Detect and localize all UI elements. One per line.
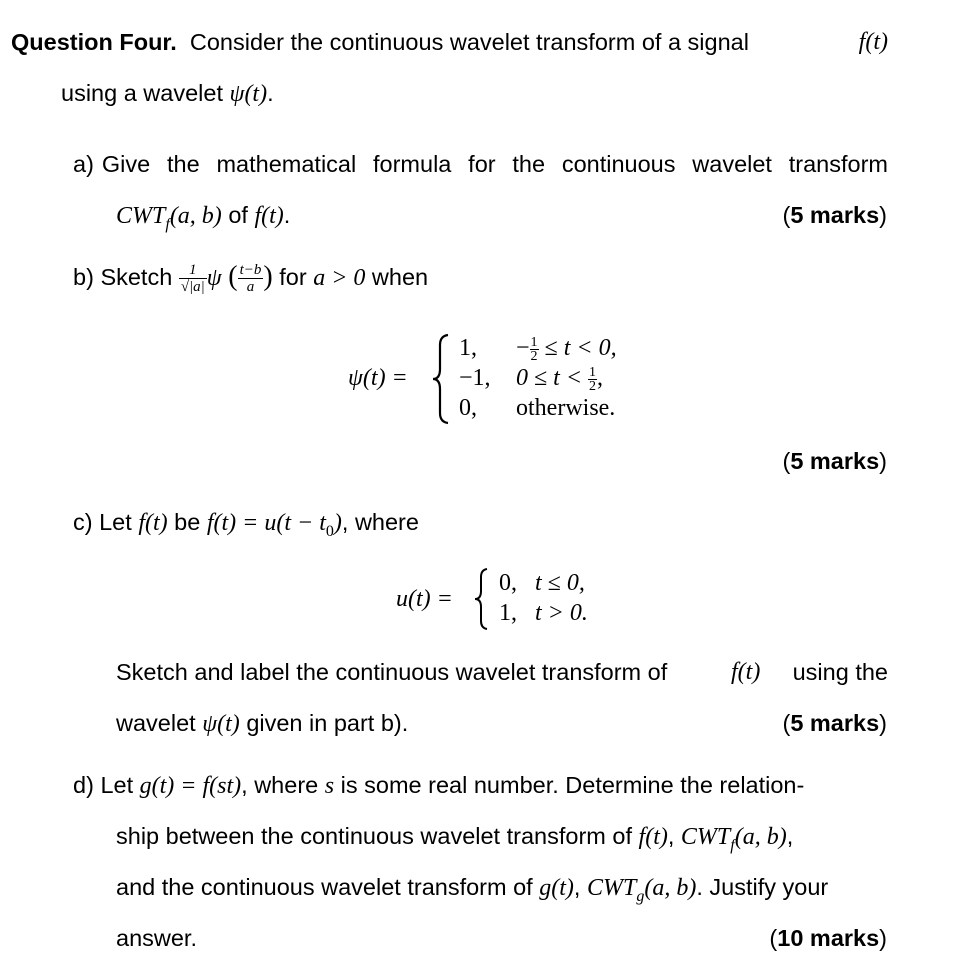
part-d-let: Let (100, 772, 134, 798)
part-c-let: Let (99, 509, 132, 535)
part-c-f-2: f(t) (731, 659, 761, 685)
psi-def-lhs (348, 363, 408, 393)
question-title: Question Four. (11, 29, 177, 55)
psi-case3-cond: otherwise. (516, 395, 616, 421)
part-d-cwt-g: CWT (586, 875, 637, 901)
part-c-given: given in part b). (246, 710, 409, 736)
part-d-relation: is some real number. Determine the relation- (340, 772, 805, 798)
part-a-f: f(t) (254, 203, 284, 229)
u-case2-cond-text: t > 0. (535, 600, 588, 626)
part-c-wavelet: wavelet (116, 710, 196, 736)
part-b-marks (782, 446, 887, 476)
part-c-where: , where (341, 509, 419, 535)
part-c-using: using the (792, 659, 888, 685)
part-a-cwt-args: (a, b) (169, 203, 222, 229)
part-c-def: f(t) = u(t − t (206, 510, 326, 536)
psi-case2-cond (516, 363, 603, 393)
part-b-frac (179, 262, 207, 295)
part-d-line-1 (73, 770, 804, 801)
case2-comma: , (597, 365, 604, 391)
intro-text: Consider the continuous wavelet transform of a signal (189, 29, 749, 55)
u-def-lhs (396, 584, 453, 614)
part-c-def-sub: 0 (325, 523, 334, 540)
psi-lhs: ψ(t) = (348, 365, 408, 391)
part-c-be: be (174, 509, 201, 535)
part-c-marks-value: 5 marks (790, 710, 880, 736)
part-d-line-2 (116, 821, 793, 855)
intro-line-2 (61, 78, 274, 109)
part-d-and: and the continuous wavelet transform of (116, 874, 533, 900)
half-den: 2 (530, 348, 538, 364)
part-a-cwt: CWT (116, 203, 166, 229)
part-d-cwt-f: CWT (680, 824, 731, 850)
part-c-label: c) (73, 509, 93, 535)
part-b-label: b) (73, 264, 94, 290)
part-c-line-3 (116, 657, 888, 687)
psi-case1-cond (516, 333, 617, 363)
part-b-sketch: Sketch (100, 264, 173, 290)
marks-close: ) (879, 925, 887, 951)
part-c-sketch-text: Sketch and label the continuous wavelet transform of (116, 659, 668, 685)
part-a-line-2 (116, 200, 290, 234)
part-a-text: Give the mathematical formula for the continuous wavelet transform (101, 151, 888, 177)
psi-case3-val: 0, (459, 395, 477, 421)
part-a-end: . (283, 202, 291, 228)
part-d-args-g: (a, b) (644, 875, 697, 901)
part-d-label: d) (73, 772, 94, 798)
paren-open: ( (228, 261, 238, 292)
u-lhs: u(t) = (396, 586, 453, 612)
arg-den: a (246, 279, 255, 296)
psi-brace (430, 333, 452, 425)
u-case1-cond-text: t ≤ 0, (535, 570, 585, 596)
part-d-cwt-g-sub: g (636, 888, 645, 905)
part-c-line-4 (116, 708, 408, 739)
part-d-ship: ship between the continuous wavelet transform of (116, 823, 632, 849)
part-d-answer: answer. (116, 925, 197, 951)
part-b-when: when (371, 264, 429, 290)
u-brace (472, 567, 490, 631)
intro-text-2: using a wavelet (61, 80, 223, 106)
intro-end: . (267, 80, 274, 106)
marks-close: ) (879, 710, 887, 736)
psi-case2-val: −1, (459, 365, 491, 391)
intro-psi: ψ(t) (229, 81, 268, 107)
part-b-line-1 (73, 262, 428, 295)
part-b-marks-value: 5 marks (790, 448, 880, 474)
part-d-marks (769, 923, 887, 953)
marks-open: ( (782, 448, 791, 474)
paren-close: ) (263, 261, 273, 292)
half-den-2: 2 (589, 378, 597, 394)
part-c-def-end: ) (333, 510, 342, 536)
part-d-line-4 (116, 923, 197, 953)
part-d-line-3 (116, 872, 828, 906)
marks-close: ) (879, 448, 887, 474)
part-a-marks-value: 5 marks (790, 202, 880, 228)
marks-open: ( (782, 710, 791, 736)
half-num-2: 1 (589, 364, 597, 380)
marks-open: ( (769, 925, 778, 951)
part-a-of: of (228, 202, 248, 228)
part-a-cwt-sub: f (165, 216, 170, 233)
case1-minus: − (516, 335, 530, 361)
part-c-f: f(t) (138, 510, 168, 536)
part-d-marks-value: 10 marks (777, 925, 880, 951)
part-d-where: , where (241, 772, 319, 798)
part-d-g-def: g(t) = f(st) (139, 773, 242, 799)
marks-close: ) (879, 202, 887, 228)
part-d-justify: . Justify your (696, 874, 829, 900)
u-case1-val: 0, (499, 570, 517, 596)
part-b-cond: a > 0 (313, 265, 366, 291)
part-d-comma-3: , (573, 874, 581, 900)
half-num: 1 (530, 334, 538, 350)
part-a-label: a) (73, 151, 94, 177)
part-d-f: f(t) (638, 824, 668, 850)
u-case2-val: 1, (499, 600, 517, 626)
part-b-psi: ψ (206, 265, 222, 291)
part-d-s: s (324, 773, 335, 799)
part-c-marks (782, 708, 887, 738)
marks-open: ( (782, 202, 791, 228)
case2-half (588, 366, 597, 393)
frac-den: √|a| (180, 279, 205, 296)
part-c-psi: ψ(t) (202, 711, 240, 737)
part-d-comma-2: , (786, 823, 794, 849)
part-d-comma: , (667, 823, 675, 849)
case2-cond-pre: 0 ≤ t < (516, 365, 583, 391)
psi-case1-val: 1, (459, 335, 477, 361)
part-d-args-f: (a, b) (734, 824, 787, 850)
part-a-marks (782, 200, 887, 230)
part-b-arg (238, 262, 264, 295)
case1-cond-post: ≤ t < 0, (544, 335, 617, 361)
part-c-line-1 (73, 507, 419, 541)
part-d-cwt-f-sub: f (730, 837, 735, 854)
frac-num: 1 (179, 262, 207, 279)
part-a-line-1 (73, 149, 888, 179)
intro-f: f(t) (858, 29, 888, 55)
part-b-for: for (279, 264, 307, 290)
arg-num: t−b (239, 262, 262, 279)
part-d-g: g(t) (539, 875, 574, 901)
case1-half (530, 336, 539, 363)
u-case2-cond (535, 598, 588, 628)
question-header (11, 27, 888, 57)
u-case1-cond (535, 568, 585, 598)
